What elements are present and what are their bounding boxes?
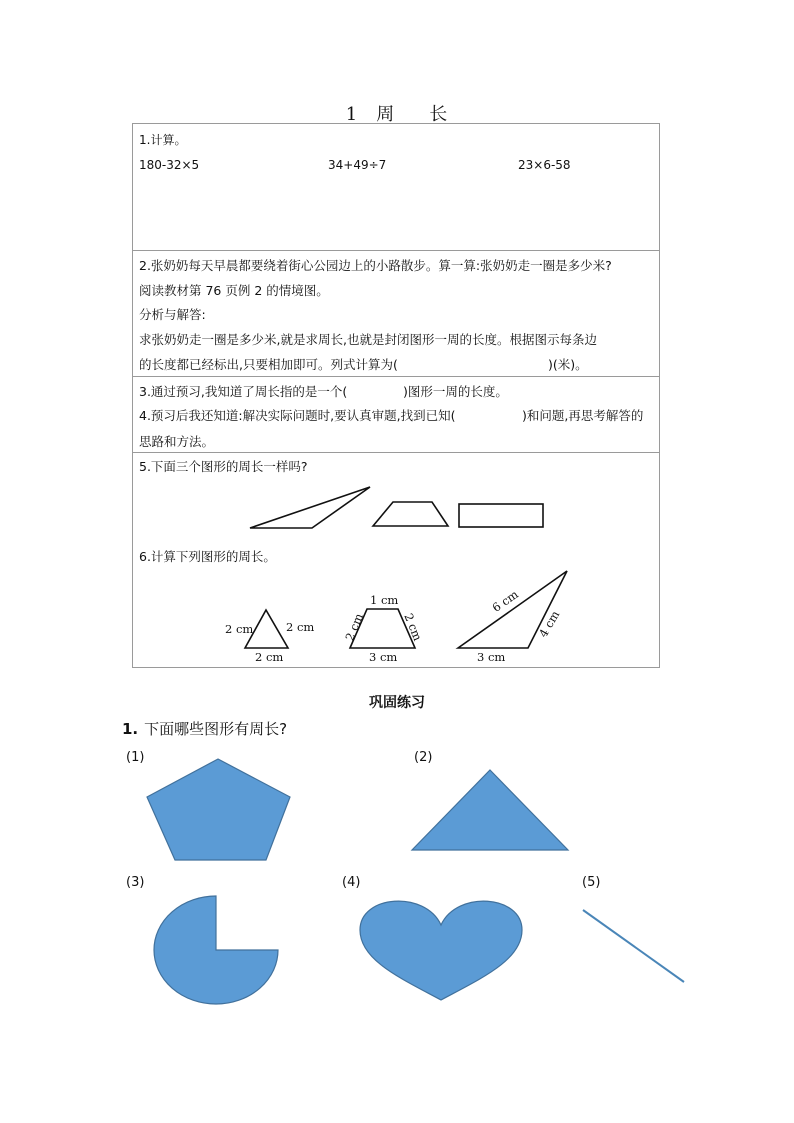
title-char-1: 周 — [376, 104, 396, 125]
question-number: 1. — [122, 720, 139, 738]
trap-bottom-label: 3 cm — [369, 650, 398, 664]
expr-2: 34+49÷7 — [328, 158, 387, 172]
option-2-label: (2) — [414, 750, 433, 765]
expr-1: 180-32×5 — [139, 158, 200, 172]
s2-line-5-start: 的长度都已经标出,只要相加即可。列式计算为( — [139, 357, 398, 372]
pac-shape — [154, 896, 278, 1004]
tri1-right-label: 2 cm — [286, 620, 315, 634]
expr-3: 23×6-58 — [518, 158, 571, 172]
s1-heading: 1.计算。 — [139, 133, 187, 147]
s2-line-1: 2.张奶奶每天早晨都要绕着街心公园边上的小路散步。算一算:张奶奶走一圈是多少米? — [139, 258, 612, 273]
option-4-label: (4) — [342, 875, 361, 890]
question-text: 下面哪些图形有周长? — [144, 720, 288, 738]
title-char-2: 长 — [429, 104, 449, 125]
practice-heading: 巩固练习 — [369, 695, 425, 711]
s2-line-3: 分析与解答: — [139, 307, 206, 322]
lesson-number: 1 — [345, 104, 359, 125]
s4-line-1-end: )和问题,再思考解答的 — [522, 408, 644, 423]
s3-line-1-start: 3.通过预习,我知道了周长指的是一个( — [139, 384, 348, 399]
option-3-label: (3) — [126, 875, 145, 890]
line-segment-shape — [583, 910, 684, 982]
tri2-bottom-label: 3 cm — [477, 650, 506, 664]
tri2-hyp-label: 6 cm — [489, 587, 521, 615]
heart-shape — [360, 901, 522, 1000]
option-5-label: (5) — [582, 875, 601, 890]
trap-top-label: 1 cm — [370, 593, 399, 607]
s2-line-4: 求张奶奶走一圈是多少米,就是求周长,也就是封闭图形一周的长度。根据图示每条边 — [139, 332, 597, 347]
s3-line-1-end: )图形一周的长度。 — [403, 384, 508, 399]
trap-left-label: 2 cm — [342, 611, 366, 643]
s6-heading: 6.计算下列图形的周长。 — [139, 549, 276, 564]
trap-right-label: 2 cm — [401, 611, 425, 643]
option-1-label: (1) — [126, 750, 145, 765]
s4-line-2: 思路和方法。 — [139, 434, 215, 449]
tri2-side-label: 4 cm — [536, 608, 563, 640]
s4-line-1-start: 4.预习后我还知道:解决实际问题时,要认真审题,找到已知( — [139, 408, 456, 423]
s5-heading: 5.下面三个图形的周长一样吗? — [139, 459, 308, 474]
triangle-shape — [412, 770, 568, 850]
s2-line-5-end: )(米)。 — [548, 357, 588, 372]
s2-line-2: 阅读教材第 76 页例 2 的情境图。 — [139, 283, 329, 298]
tri1-bottom-label: 2 cm — [255, 650, 284, 664]
tri1-left-label: 2 cm — [225, 622, 254, 636]
pentagon-shape — [147, 759, 290, 860]
